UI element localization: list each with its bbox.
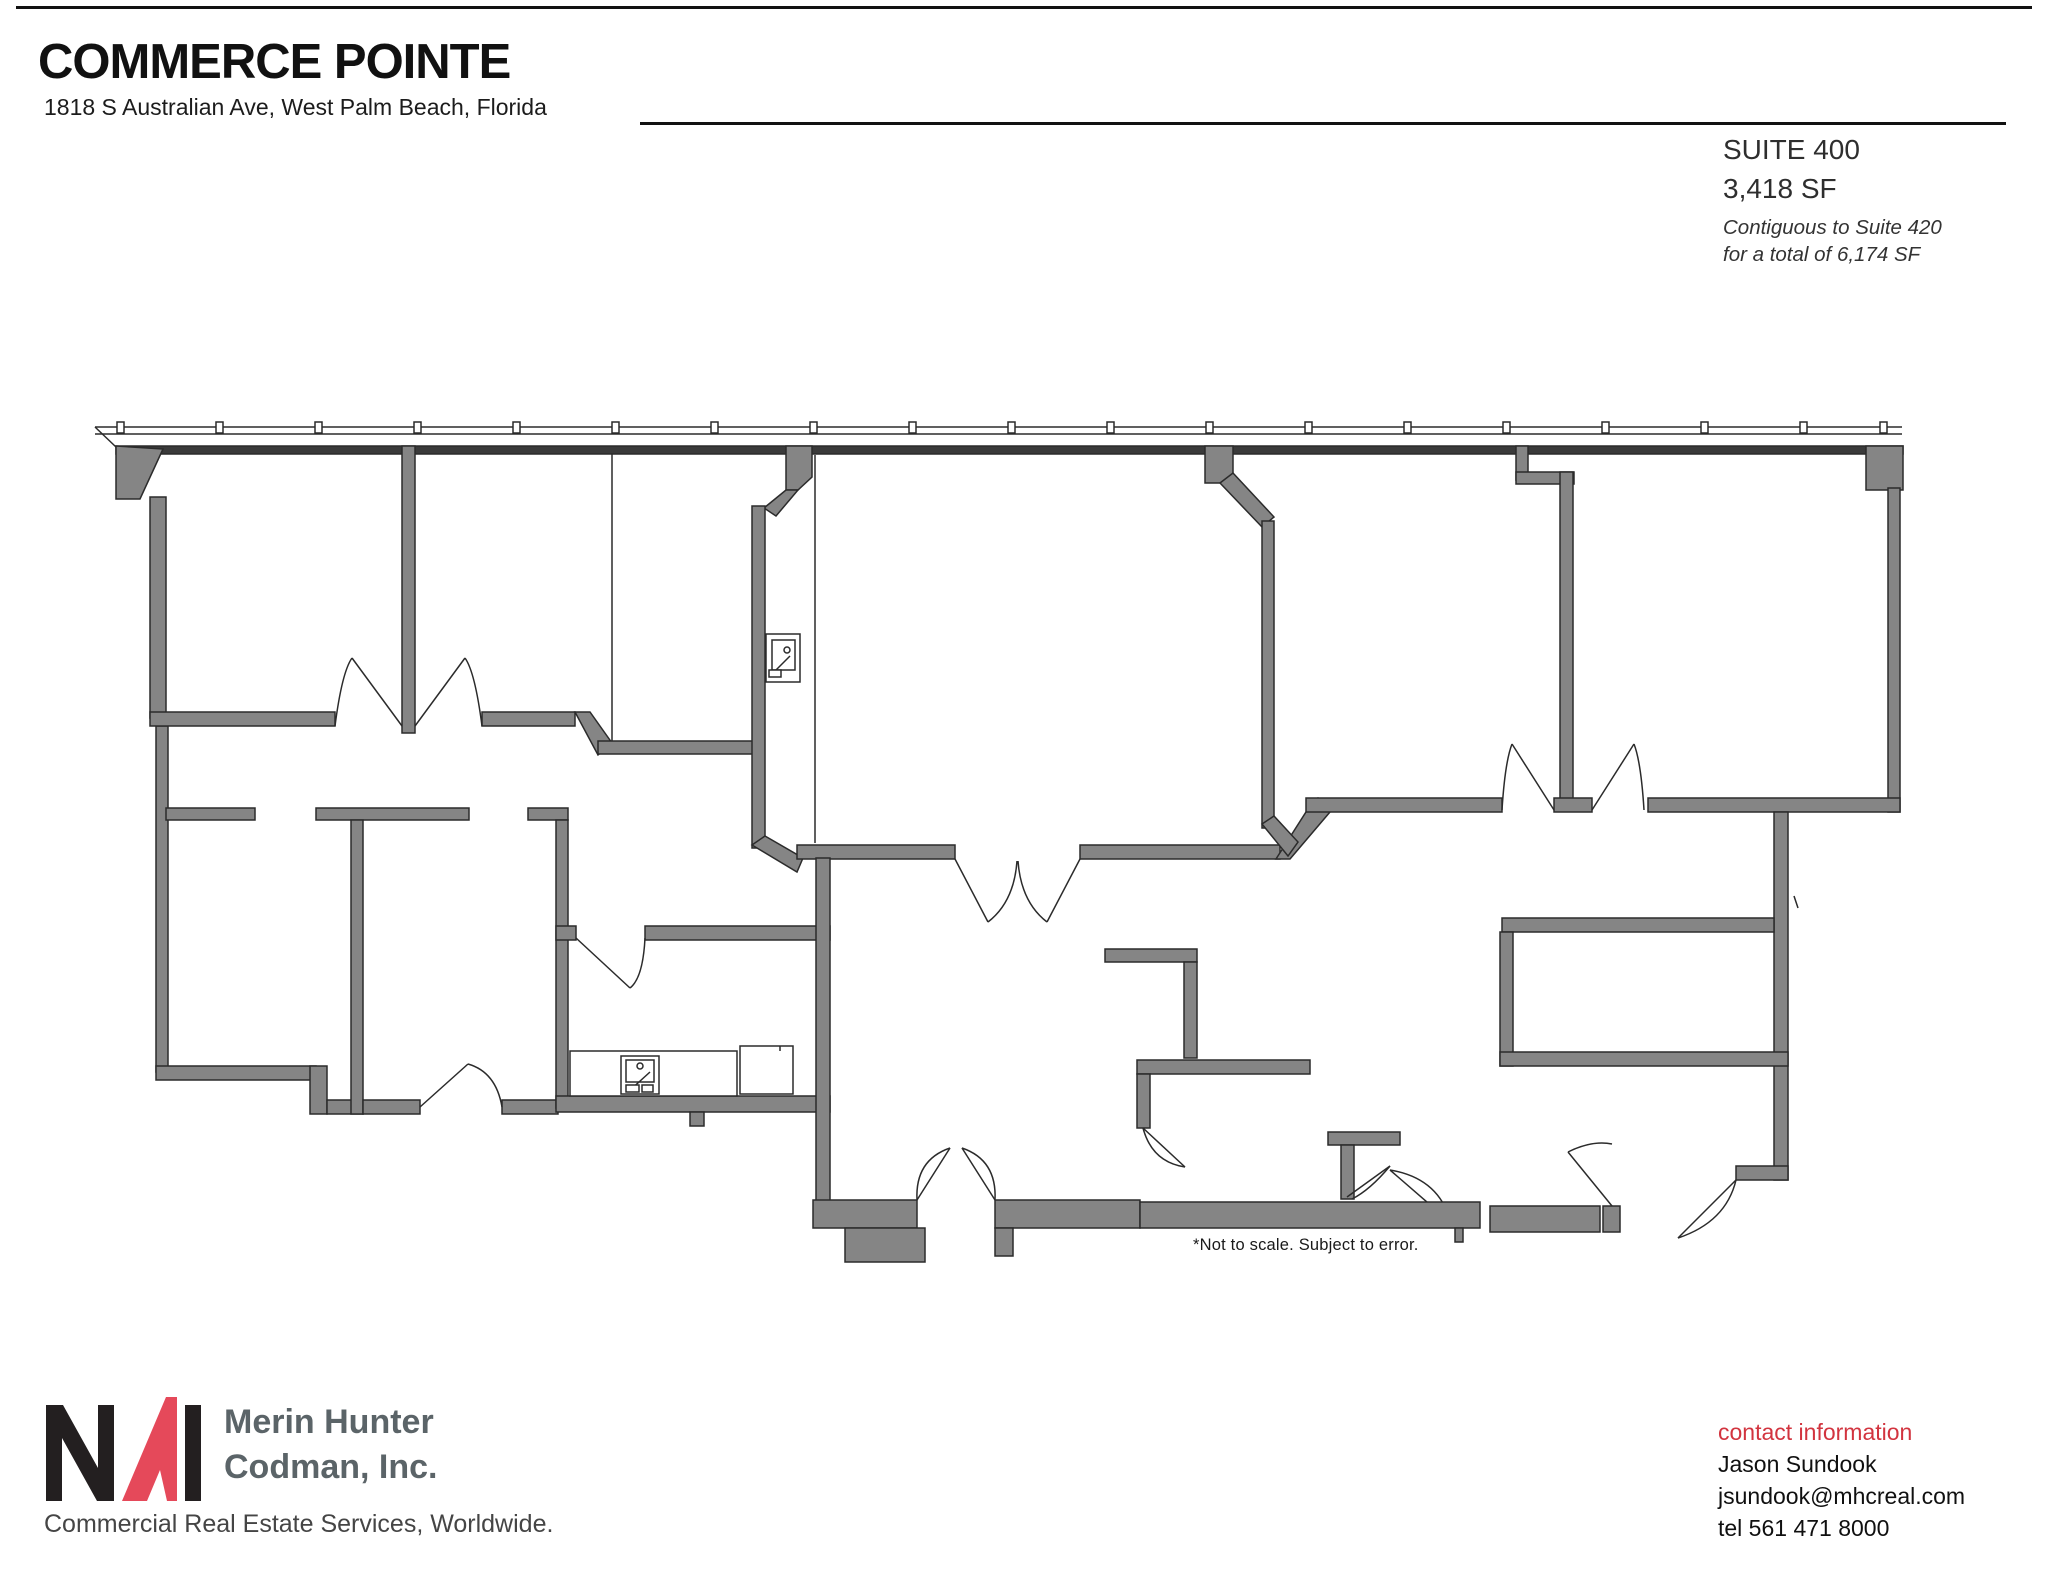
right-office-left-door-arc bbox=[1502, 744, 1554, 810]
suite-entry-double-door bbox=[917, 1148, 995, 1200]
corridor-wall bbox=[166, 808, 568, 820]
right-entry-door-arc bbox=[1678, 1180, 1736, 1238]
kitchen-sink-icon bbox=[621, 1056, 659, 1094]
conference-double-door bbox=[955, 859, 1080, 922]
right-offices-walls bbox=[1306, 446, 1903, 812]
open-area-left-wall bbox=[816, 858, 830, 1204]
suite-name: SUITE 400 bbox=[1723, 134, 1860, 165]
contact-name: Jason Sundook bbox=[1718, 1451, 1877, 1477]
office1-door-arc bbox=[335, 658, 402, 726]
nai-logo bbox=[46, 1396, 218, 1502]
company-name-block bbox=[224, 1400, 437, 1490]
bottom-right-entry-door bbox=[1568, 1143, 1612, 1206]
window-wall bbox=[95, 427, 1902, 434]
nai-logo-letters bbox=[46, 1397, 201, 1501]
suite-contiguous-line1: Contiguous to Suite 420 bbox=[1723, 216, 1942, 239]
contact-info-block bbox=[1718, 1416, 1965, 1544]
plan-disclaimer-note: *Not to scale. Subject to error. bbox=[1193, 1236, 1419, 1254]
company-tagline: Commercial Real Estate Services, Worldwide. bbox=[44, 1510, 554, 1538]
company-line1: Merin Hunter bbox=[224, 1403, 434, 1441]
refrigerator-icon bbox=[740, 1046, 793, 1094]
break-room-door-arc bbox=[576, 938, 645, 988]
top-demising-wall bbox=[95, 427, 1903, 454]
suite-contiguous-line2: for a total of 6,174 SF bbox=[1723, 243, 1921, 266]
conference-room-walls bbox=[752, 446, 1330, 872]
bottom-left-room-walls bbox=[156, 820, 558, 1114]
plan-tick-mark bbox=[1794, 896, 1798, 908]
bottom-left-room-door-arc bbox=[420, 1064, 502, 1107]
contact-email[interactable]: jsundook@mhcreal.com bbox=[1718, 1483, 1966, 1509]
contact-heading: contact information bbox=[1718, 1419, 1913, 1445]
suite-area: 3,418 SF bbox=[1723, 173, 1837, 204]
conference-sink-icon bbox=[766, 634, 800, 682]
contact-phone: tel 561 471 8000 bbox=[1718, 1515, 1890, 1541]
perimeter-left-wall bbox=[116, 446, 168, 1072]
office-row-walls bbox=[150, 446, 764, 755]
office2-door-arc bbox=[415, 658, 482, 726]
right-office-right-door-arc bbox=[1592, 744, 1644, 810]
property-title: COMMERCE POINTE bbox=[38, 35, 511, 89]
property-address: 1818 S Australian Ave, West Palm Beach, Florida bbox=[44, 94, 547, 120]
right-middle-room-walls bbox=[1500, 812, 1788, 1180]
company-line2: Codman, Inc. bbox=[224, 1448, 438, 1486]
open-area-interior-walls bbox=[1105, 949, 1400, 1199]
